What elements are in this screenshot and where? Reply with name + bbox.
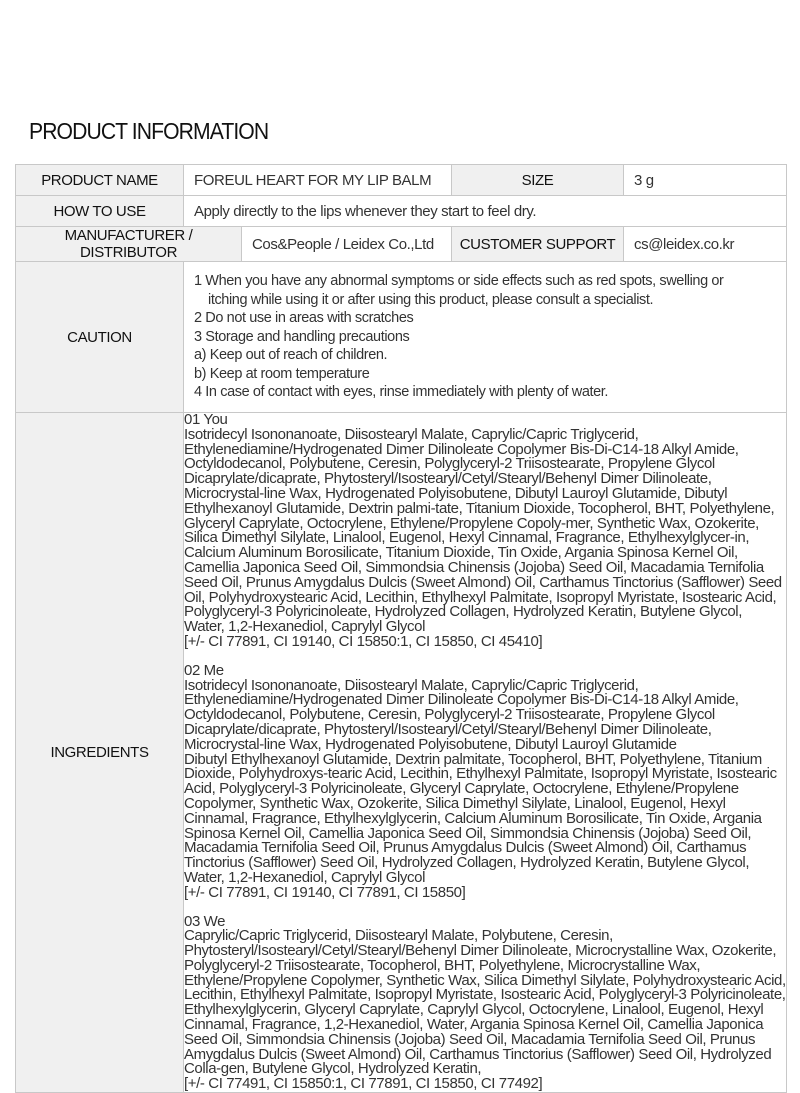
caution-item: itching while using it or after using this product, please consult a specialist. (208, 291, 654, 308)
caution-item: a) Keep out of reach of children. (194, 347, 388, 364)
ingredient-list-continued: Dibutyl Ethylhexanoyl Glutamide, Dextrin palmitate, Tocopherol, BHT, Polyethylene, Titanium Dioxide, Polyhydroxys-tearic Acid, Lecithin, Ethylhexyl Palmitate, Isopropyl Myristate, Isostearic Acid, Polyglyceryl-3 Polyricinoleate, Glyceryl Caprylate, Octocrylene, Ethylene/Propylene Copolymer, Synthetic Wax, Ozokerite, Silica Dimethyl Silylate, Linalool, Eugenol, Hexyl Cinnamal, Fragrance, Ethylhexylglycerin, Calcium Aluminum Borosilicate, Tin Oxide, Argania Spinosa Kernel Oil, Camellia Japonica Seed Oil, Simmondsia Chinensis (Jojoba) Seed Oil, Macadamia Ternifolia Seed Oil, Prunus Amygdalus Dulcis (Sweet Almond) Oil, Carthamus Tinctorius (Safflower) Seed Oil, Hydrolyzed Collagen, Hydrolyzed Keratin, Butylene Glycol, Water, 1,2-Hexanediol, Caprylyl Glycol (184, 750, 777, 886)
customer-support-value: cs@leidex.co.kr (624, 227, 787, 262)
page-title: PRODUCT INFORMATION (29, 118, 269, 144)
ingredient-list: Isotridecyl Isononanoate, Diisostearyl Malate, Caprylic/Capric Triglycerid, Ethylenediamine/Hydrogenated Dimer Dilinoleate Copolymer Bis-Di-C14-18 Alkyl Amide, Octyldodecanol, Polybutene, Ceresin, Polyglyceryl-2 Triisostearate, Propylene Glycol Dicaprylate/dicaprate, Phytosteryl/Isostearyl/Cetyl/Stearyl/Behenyl Dimer Dilinoleate, Microcrystal-line Wax, Hydrogenated Polyisobutene, Dibutyl Lauroyl Glutamide (184, 676, 739, 753)
caution-item: 2 Do not use in areas with scratches (194, 310, 414, 327)
ingredient-colorants: [+/- CI 77891, CI 19140, CI 15850:1, CI 15850, CI 45410] (184, 632, 543, 650)
caution-label: CAUTION (16, 262, 184, 413)
ingredient-group-me (184, 661, 786, 901)
ingredient-colorants: [+/- CI 77891, CI 19140, CI 77891, CI 15850] (184, 883, 466, 901)
row-manufacturer (16, 227, 787, 262)
ingredient-group-title: 01 You (184, 411, 228, 428)
manufacturer-label: MANUFACTURER / DISTRIBUTOR (16, 227, 242, 262)
caution-list (184, 272, 786, 402)
product-name-value: FOREUL HEART FOR MY LIP BALM (184, 165, 452, 196)
ingredient-list: Caprylic/Capric Triglycerid, Diisostearyl Malate, Polybutene, Ceresin, Phytosteryl/Isostearyl/Cetyl/Stearyl/Behenyl Dimer Dilinoleate, Microcrystalline Wax, Ozokerite, Polyglyceryl-2 Triisostearate, Tocopherol, BHT, Polyethylene, Microcrystalline Wax, Ethylene/Propylene Copolymer, Synthetic Wax, Silica Dimethyl Silylate, Polyhydroxystearic Acid, Lecithin, Ethylhexyl Palmitate, Isopropyl Myristate, Isostearic Acid, Polyglyceryl-3 Polyricinoleate, Ethylhexylglycerin, Glyceryl Caprylate, Caprylyl Glycol, Octocrylene, Linalool, Eugenol, Hexyl Cinnamal, Fragrance, 1,2-Hexanediol, Water, Argania Spinosa Kernel Oil, Camellia Japonica Seed Oil, Simmondsia Chinensis (Jojoba) Seed Oil, Macadamia Ternifolia Seed Oil, Prunus Amygdalus Dulcis (Sweet Almond) Oil, Carthamus Tinctorius (Safflower) Seed Oil, Hydrolyzed Colla-gen, Butylene Glycol, Hydrolyzed Keratin, (184, 927, 786, 1078)
ingredients-content (184, 413, 787, 1093)
ingredient-list: Isotridecyl Isononanoate, Diisostearyl Malate, Caprylic/Capric Triglycerid, Ethylenediamine/Hydrogenated Dimer Dilinoleate Copolymer Bis-Di-C14-18 Alkyl Amide, Octyldodecanol, Polybutene, Ceresin, Polyglyceryl-2 Triisostearate, Propylene Glycol Dicaprylate/dicaprate, Phytosteryl/Isostearyl/Cetyl/Stearyl/Behenyl Dimer Dilinoleate, Microcrystal-line Wax, Hydrogenated Polyisobutene, Dibutyl Lauroyl Glutamide, Dibutyl Ethylhexanoyl Glutamide, Dextrin palmi-tate, Titanium Dioxide, Tocopherol, BHT, Polyethylene, Glyceryl Caprylate, Octocrylene, Ethylene/Propylene Copoly-mer, Synthetic Wax, Ozokerite, Silica Dimethyl Silylate, Linalool, Eugenol, Hexyl Cinnamal, Fragrance, Ethylhexylglycer-in, Calcium Aluminum Borosilicate, Titanium Dioxide, Tin Oxide, Argania Spinosa Kernel Oil, Camellia Japonica Seed Oil, Simmondsia Chinensis (Jojoba) Seed Oil, Macadamia Ternifolia Seed Oil, Prunus Amygdalus Dulcis (Sweet Almond) Oil, Carthamus Tinctorius (Safflower) Seed Oil, Polyhydroxystearic Acid, Lecithin, Ethylhexyl Palmitate, Isopropyl Myristate, Isostearic Acid, Polyglyceryl-3 Polyricinoleate, Hydrolyzed Collagen, Hydrolyzed Keratin, Butylene Glycol, Water, 1,2-Hexanediol, Caprylyl Glycol (184, 425, 782, 636)
ingredient-group-you (184, 413, 786, 650)
ingredient-colorants: [+/- CI 77491, CI 15850:1, CI 77891, CI 15850, CI 77492] (184, 1075, 543, 1093)
customer-support-label: CUSTOMER SUPPORT (452, 227, 624, 262)
caution-item: b) Keep at room temperature (194, 365, 370, 382)
caution-item: 1 When you have any abnormal symptoms or side effects such as red spots, swelling or (194, 272, 724, 289)
size-value: 3 g (624, 165, 787, 196)
row-ingredients (16, 413, 787, 1093)
row-product-name (16, 165, 787, 196)
manufacturer-value: Cos&People / Leidex Co.,Ltd (242, 227, 452, 262)
ingredient-group-we (184, 912, 786, 1093)
product-info-table (15, 164, 787, 1093)
how-to-use-label: HOW TO USE (16, 196, 184, 227)
caution-item: 4 In case of contact with eyes, rinse immediately with plenty of water. (194, 384, 609, 401)
caution-item: 3 Storage and handling precautions (194, 328, 410, 345)
row-caution (16, 262, 787, 413)
size-label: SIZE (452, 165, 624, 196)
product-name-label: PRODUCT NAME (16, 165, 184, 196)
ingredient-group-title: 03 We (184, 912, 226, 930)
how-to-use-value: Apply directly to the lips whenever they start to feel dry. (184, 196, 787, 227)
caution-content (184, 262, 787, 413)
ingredient-group-title: 02 Me (184, 661, 224, 679)
row-how-to-use (16, 196, 787, 227)
ingredients-label: INGREDIENTS (16, 413, 184, 1093)
